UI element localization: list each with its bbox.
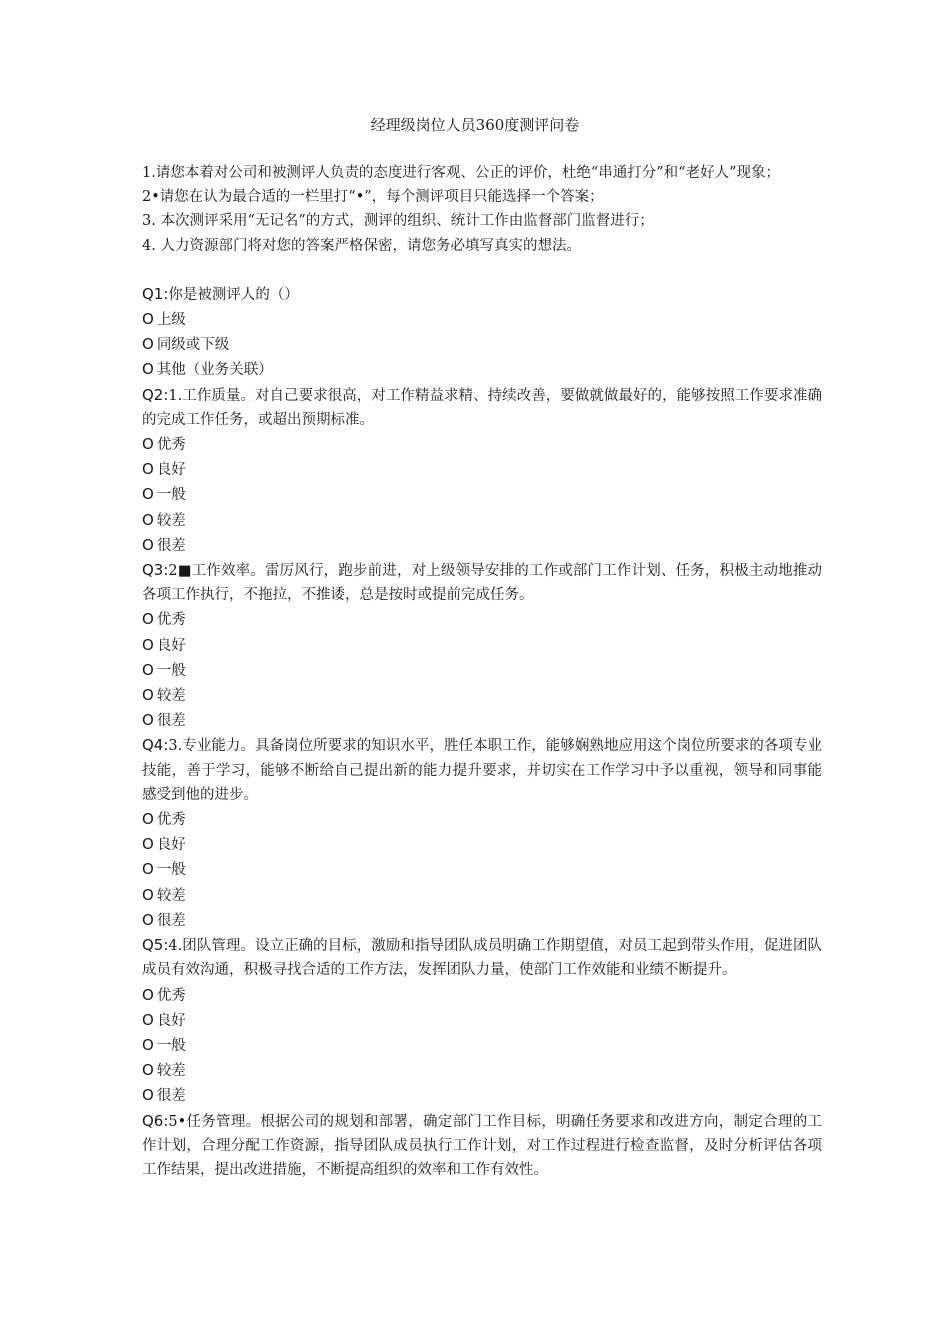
instruction-4: 4. 人力资源部门将对您的答案严格保密，请您务必填写真实的想法。 — [142, 237, 581, 254]
option-good[interactable] — [142, 457, 822, 482]
option-label: 较差 — [156, 688, 186, 705]
option-label: 一般 — [156, 862, 186, 879]
radio-circle-icon[interactable]: O — [142, 1061, 154, 1080]
option-label: 良好 — [156, 1012, 186, 1029]
option-label: 优秀 — [156, 812, 186, 829]
radio-circle-icon[interactable]: O — [142, 485, 154, 504]
question-label: Q4: — [142, 736, 169, 755]
question-prompt: 5•任务管理。根据公司的规划和部署，确定部门工作目标，明确任务要求和改进方向，制定合理的工作计划，合理分配工作资源，指导团队成员执行工作计划，对工作过程进行检查监督，及时分析评估各项工作结果，提出改进措施，不断提高组织的效率和工作有效性。 — [142, 1113, 822, 1178]
option-very-poor[interactable] — [142, 708, 822, 733]
radio-circle-icon[interactable]: O — [142, 985, 154, 1004]
option-label: 很差 — [156, 1088, 186, 1105]
radio-circle-icon[interactable]: O — [142, 660, 154, 679]
option-poor[interactable] — [142, 1058, 822, 1083]
question-q2 — [142, 383, 822, 558]
document-body — [142, 161, 822, 1182]
question-q5 — [142, 933, 822, 1108]
option-label: 一般 — [156, 1037, 186, 1054]
radio-circle-icon[interactable]: O — [142, 711, 154, 730]
question-text — [142, 733, 822, 807]
question-q3 — [142, 558, 822, 733]
question-prompt: 4.团队管理。设立正确的目标，激励和指导团队成员明确工作期望值，对员工起到带头作用，促进团队成员有效沟通，积极寻找合适的工作方法，发挥团队力量，使部门工作效能和业绩不断提升。 — [142, 938, 822, 979]
option-very-poor[interactable] — [142, 908, 822, 933]
radio-circle-icon[interactable]: O — [142, 535, 154, 554]
question-prompt: 2■工作效率。雷厉风行，跑步前进，对上级领导安排的工作或部门工作计划、任务，积极主动地推动各项工作执行，不拖拉，不推诿，总是按时或提前完成任务。 — [142, 563, 822, 604]
document-title: 经理级岗位人员360度测评问卷 — [370, 116, 580, 134]
radio-circle-icon[interactable]: O — [142, 860, 154, 879]
radio-circle-icon[interactable]: O — [142, 835, 154, 854]
instruction-3: 3. 本次测评采用“无记名”的方式，测评的组织、统计工作由监督部门监督进行； — [142, 213, 654, 230]
radio-circle-icon[interactable]: O — [142, 510, 154, 529]
option-very-poor[interactable] — [142, 533, 822, 558]
radio-circle-icon[interactable]: O — [142, 310, 154, 329]
option-good[interactable] — [142, 1008, 822, 1033]
option-label: 上级 — [156, 312, 186, 329]
question-text — [142, 933, 822, 982]
option-label: 良好 — [156, 837, 186, 854]
question-prompt: 1.工作质量。对自己要求很高，对工作精益求精、持续改善，要做就做最好的，能够按照工作要求准确的完成工作任务，或超出预期标准。 — [142, 387, 822, 428]
option-label: 良好 — [156, 637, 186, 654]
question-label: Q6: — [142, 1111, 169, 1130]
question-label: Q5: — [142, 936, 169, 955]
question-label: Q1: — [142, 284, 169, 303]
option-label: 较差 — [156, 1063, 186, 1080]
radio-circle-icon[interactable]: O — [142, 885, 154, 904]
option-average[interactable] — [142, 482, 822, 507]
option-poor[interactable] — [142, 883, 822, 908]
option-label: 较差 — [156, 512, 186, 529]
question-q4 — [142, 733, 822, 933]
radio-circle-icon[interactable]: O — [142, 810, 154, 829]
question-q6 — [142, 1109, 822, 1183]
option-very-poor[interactable] — [142, 1083, 822, 1108]
question-prompt: 你是被测评人的（） — [168, 286, 299, 303]
question-prompt: 3.专业能力。具备岗位所要求的知识水平，胜任本职工作，能够娴熟地应用这个岗位所要求的各项专业技能，善于学习，能够不断给自己提出新的能力提升要求，并切实在工作学习中予以重视，领导和同事能感受到他的进步。 — [142, 738, 822, 803]
option-peer-or-subordinate[interactable] — [142, 332, 822, 357]
radio-circle-icon[interactable]: O — [142, 1010, 154, 1029]
option-poor[interactable] — [142, 508, 822, 533]
option-label: 很差 — [156, 912, 186, 929]
question-text — [142, 1109, 822, 1183]
question-label: Q3: — [142, 561, 169, 580]
radio-circle-icon[interactable]: O — [142, 1086, 154, 1105]
question-text — [142, 558, 822, 607]
option-excellent[interactable] — [142, 983, 822, 1008]
radio-circle-icon[interactable]: O — [142, 610, 154, 629]
option-label: 很差 — [156, 713, 186, 730]
option-label: 同级或下级 — [156, 337, 230, 354]
option-average[interactable] — [142, 857, 822, 882]
question-label: Q2: — [142, 385, 169, 404]
option-poor[interactable] — [142, 683, 822, 708]
option-superior[interactable] — [142, 307, 822, 332]
instruction-2: 2•请您在认为最合适的一栏里打“•”，每个测评项目只能选择一个答案； — [142, 189, 604, 206]
question-text — [142, 383, 822, 432]
radio-circle-icon[interactable]: O — [142, 910, 154, 929]
option-good[interactable] — [142, 832, 822, 857]
question-text — [142, 282, 822, 307]
instructions — [142, 161, 822, 258]
option-label: 优秀 — [156, 437, 186, 454]
option-label: 优秀 — [156, 987, 186, 1004]
option-good[interactable] — [142, 633, 822, 658]
option-average[interactable] — [142, 1033, 822, 1058]
option-label: 其他（业务关联） — [156, 362, 273, 379]
option-average[interactable] — [142, 658, 822, 683]
option-excellent[interactable] — [142, 807, 822, 832]
radio-circle-icon[interactable]: O — [142, 360, 154, 379]
option-label: 较差 — [156, 887, 186, 904]
radio-circle-icon[interactable]: O — [142, 335, 154, 354]
option-other[interactable] — [142, 357, 822, 382]
radio-circle-icon[interactable]: O — [142, 460, 154, 479]
question-q1 — [142, 282, 822, 383]
option-label: 优秀 — [156, 612, 186, 629]
option-label: 一般 — [156, 662, 186, 679]
option-excellent[interactable] — [142, 607, 822, 632]
option-label: 良好 — [156, 462, 186, 479]
option-label: 很差 — [156, 537, 186, 554]
instruction-1: 1.请您本着对公司和被测评人负责的态度进行客观、公正的评价，杜绝“串通打分”和“老好人”现象； — [142, 165, 780, 181]
radio-circle-icon[interactable]: O — [142, 1035, 154, 1054]
radio-circle-icon[interactable]: O — [142, 435, 154, 454]
radio-circle-icon[interactable]: O — [142, 686, 154, 705]
option-excellent[interactable] — [142, 432, 822, 457]
option-label: 一般 — [156, 487, 186, 504]
radio-circle-icon[interactable]: O — [142, 635, 154, 654]
